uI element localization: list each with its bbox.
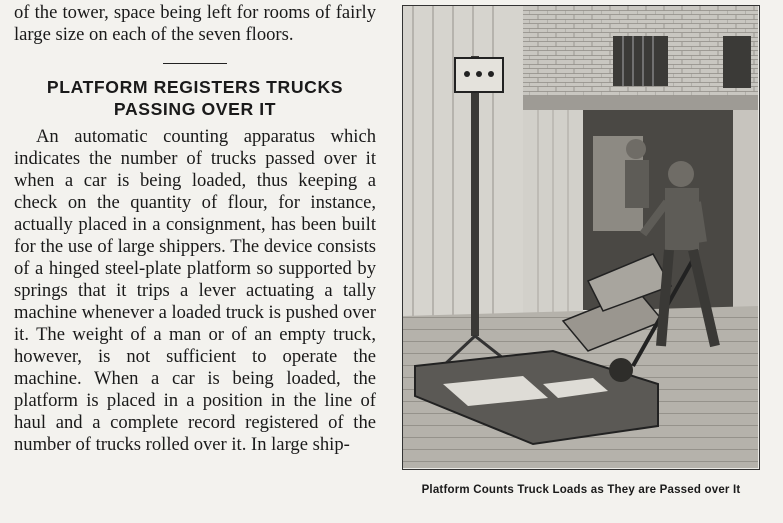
text-column — [14, 0, 376, 456]
article-body: An automatic counting apparatus which indicates the number of trucks passed over it when a car is being loaded, thus keeping a check on the quantity of flour, for instance, actually placed in a consignment, has been built for the use of large shippers. The device consists of a hinged steel-plate platform so supported by springs that it trips a lever actuating a tally machine whenever a loaded truck is pushed over it. The weight of a man or of an empty truck, however, is not sufficient to operate the machine. When a car is being loaded, the platform is placed in a position in the line of haul and a complete record registered of the number of trucks rolled over it. In large ship- — [14, 126, 376, 455]
section-divider — [163, 63, 227, 64]
article-heading: PLATFORM REGISTERS TRUCKS PASSING OVER IT — [46, 77, 344, 119]
continued-paragraph: of the tower, space being left for rooms of fairly large size on each of the seven floors. — [14, 2, 376, 45]
illustration-figure — [402, 5, 760, 470]
figure-caption: Platform Counts Truck Loads as They are Passed over It — [421, 484, 741, 496]
illustration-drawing — [403, 6, 758, 468]
